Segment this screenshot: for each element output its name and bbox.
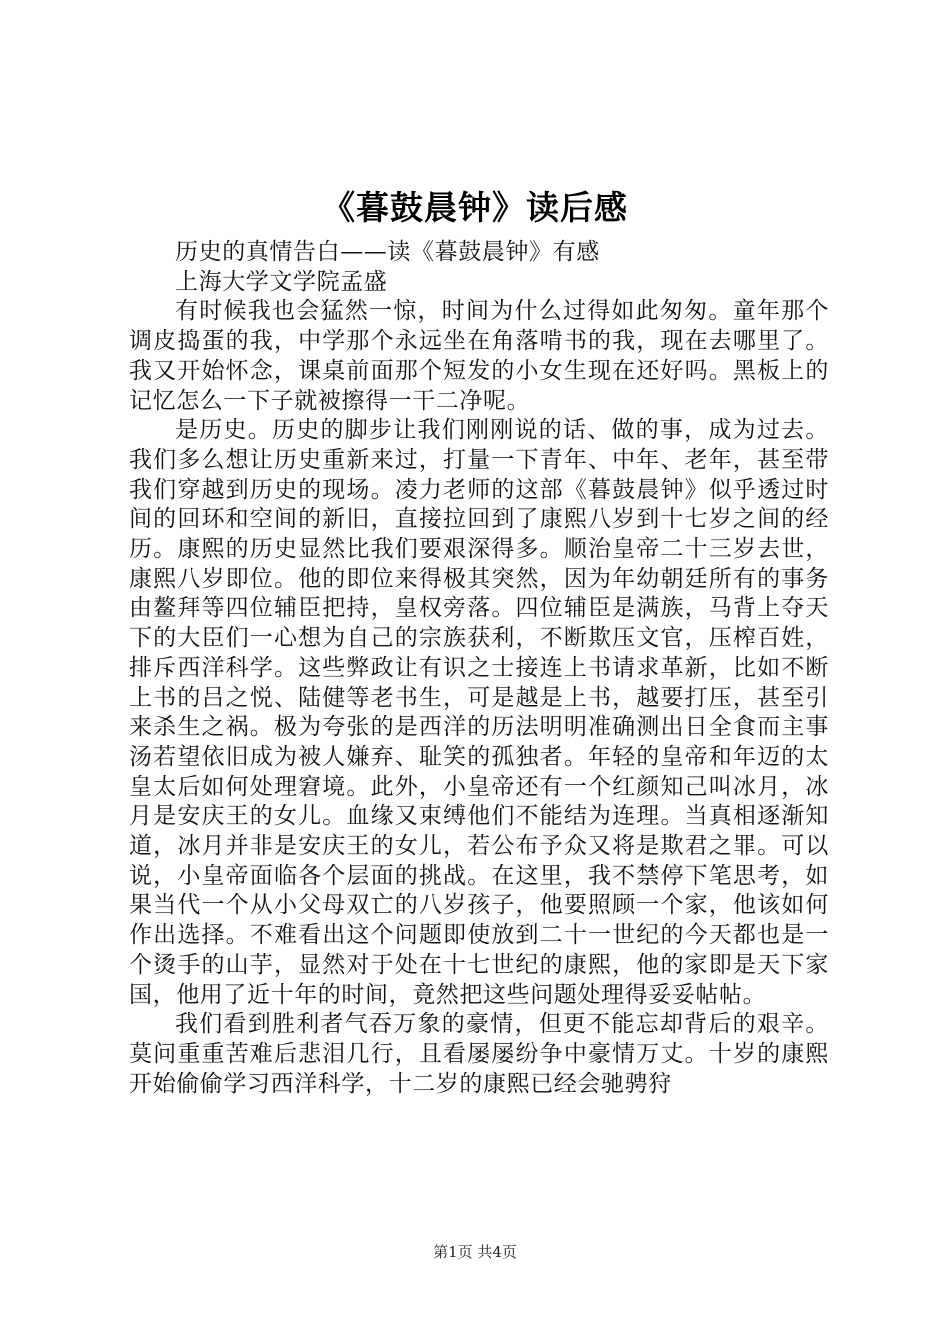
body-paragraph: 是历史。历史的脚步让我们刚刚说的话、做的事，成为过去。我们多么想让历史重新来过，打量一下青年、中年、老年，甚至带我们穿越到历史的现场。凌力老师的这部《暮鼓晨钟》似乎透过时间的回环和空间的新旧，直接拉回到了康熙八岁到十七岁之间的经历。康熙的历史显然比我们要艰深得多。顺治皇帝二十三岁去世，康熙八岁即位。他的即位来得极其突然，因为年幼朝廷所有的事务由鳌拜等四位辅臣把持，皇权旁落。四位辅臣是满族，马背上夺天下的大臣们一心想为自己的宗族获利，不断欺压文官，压榨百姓，排斥西洋科学。这些弊政让有识之士接连上书请求革新，比如不断上书的吕之悦、陆健等老书生，可是越是上书，越要打压，甚至引来杀生之祸。极为夸张的是西洋的历法明明准确测出日全食而主事汤若望依旧成为被人嫌弃、耻笑的孤独者。年轻的皇帝和年迈的太皇太后如何处理窘境。此外，小皇帝还有一个红颜知己叫冰月，冰月是安庆王的女儿。血缘又束缚他们不能结为连理。当真相逐渐知道，冰月并非是安庆王的女儿，若公布予众又将是欺君之罪。可以说，小皇帝面临各个层面的挑战。在这里，我不禁停下笔思考，如果当代一个从小父母双亡的八岁孩子，他要照顾一个家，他该如何作出选择。不难看出这个问题即使放到二十一世纪的今天都也是一个烫手的山芋，显然对于处在十七世纪的康熙，他的家即是天下家国，他用了近十年的时间，竟然把这些问题处理得妥妥帖帖。 [129,417,829,1008]
body-paragraph: 我们看到胜利者气吞万象的豪情，但更不能忘却背后的艰辛。莫问重重苦难后悲泪几行，且看屡屡纷争中豪情万丈。十岁的康熙开始偷偷学习西洋科学，十二岁的康熙已经会驰骋狩 [129,1011,829,1097]
essay-subtitle: 历史的真情告白——读《暮鼓晨钟》有感 [175,239,600,265]
document-title: 《暮鼓晨钟》读后感 [322,188,628,227]
page-footer: 第1页 共4页 [433,1243,517,1261]
author-line: 上海大学文学院孟盛 [175,268,388,295]
document-body [129,238,829,1099]
body-paragraph: 有时候我也会猛然一惊，时间为什么过得如此匆匆。童年那个调皮捣蛋的我，中学那个永远坐在角落啃书的我，现在去哪里了。我又开始怀念，课桌前面那个短发的小女生现在还好吗。黑板上的记忆怎么一下子就被擦得一干二净呢。 [129,298,829,414]
